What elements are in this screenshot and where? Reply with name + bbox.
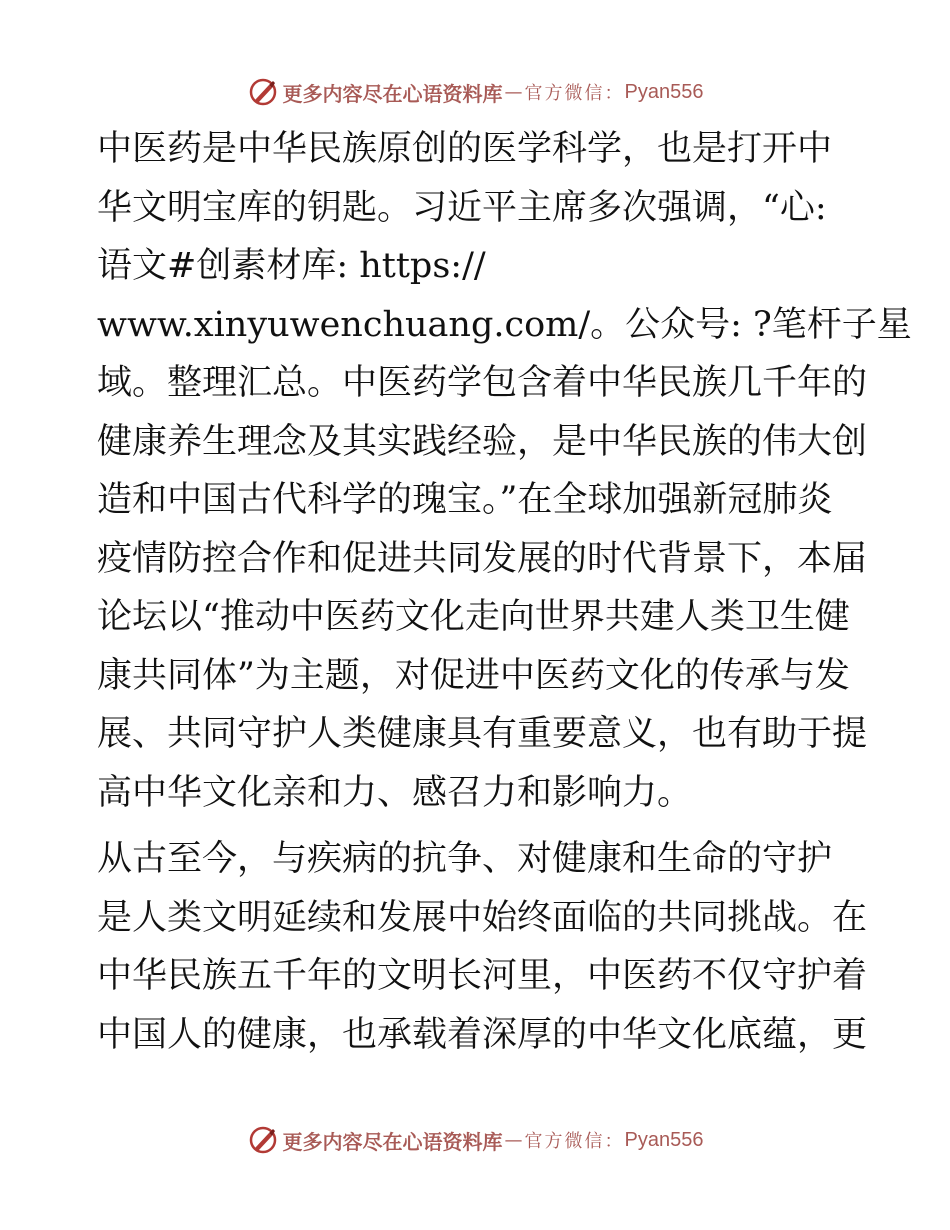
text-line: 造和中国古代科学的瑰宝。”在全球加强新冠肺炎 xyxy=(97,480,833,520)
text-line: 华文明宝库的钥匙。习近平主席多次强调，“心: xyxy=(97,187,827,228)
text-line: www.xinyuwenchuang.com/。公众号: ?笔杆子星 xyxy=(97,304,912,345)
header-site-text: 更多内容尽在心语资料库 xyxy=(282,81,503,106)
footer-wechat-label: 官方微信： xyxy=(524,1131,625,1152)
footer-wechat-id: Pyan556 xyxy=(624,1128,704,1151)
text-line: 是人类文明延续和发展中始终面临的共同挑战。在 xyxy=(97,897,868,938)
text-line: 论坛以“推动中医药文化走向世界共建人类卫生健 xyxy=(97,597,850,637)
footer-banner xyxy=(0,1118,950,1162)
text-line: 展、共同守护人类健康具有重要意义，也有助于提 xyxy=(97,714,868,754)
footer-dash: — xyxy=(504,1129,523,1151)
paragraph-2 xyxy=(97,830,868,1064)
brush-pen-logo-icon xyxy=(247,1124,279,1156)
header-dash: — xyxy=(504,81,523,103)
text-line: 域。整理汇总。中医药学包含着中华民族几千年的 xyxy=(97,363,868,403)
text-line: 高中华文化亲和力、感召力和影响力。 xyxy=(97,772,693,813)
text-line: 从古至今，与疾病的抗争、对健康和生命的守护 xyxy=(97,839,833,879)
text-line: 中华民族五千年的文明长河里，中医药不仅守护着 xyxy=(97,956,868,996)
paragraph-1 xyxy=(97,120,912,822)
header-wechat-label: 官方微信： xyxy=(524,83,625,104)
text-line: 中医药是中华民族原创的医学科学，也是打开中 xyxy=(97,129,833,169)
footer-site-text: 更多内容尽在心语资料库 xyxy=(282,1129,503,1154)
text-line: 语文#创素材库: https:// xyxy=(97,246,486,286)
header-banner xyxy=(0,70,950,114)
brush-pen-logo-icon xyxy=(247,76,279,108)
header-wechat-id: Pyan556 xyxy=(624,80,704,103)
text-line: 中国人的健康，也承载着深厚的中华文化底蕴，更 xyxy=(97,1014,868,1055)
document-body xyxy=(97,120,912,1072)
text-line: 疫情防控合作和促进共同发展的时代背景下，本届 xyxy=(97,538,868,579)
text-line: 健康养生理念及其实践经验，是中华民族的伟大创 xyxy=(97,421,868,462)
text-line: 康共同体”为主题，对促进中医药文化的传承与发 xyxy=(97,655,850,696)
